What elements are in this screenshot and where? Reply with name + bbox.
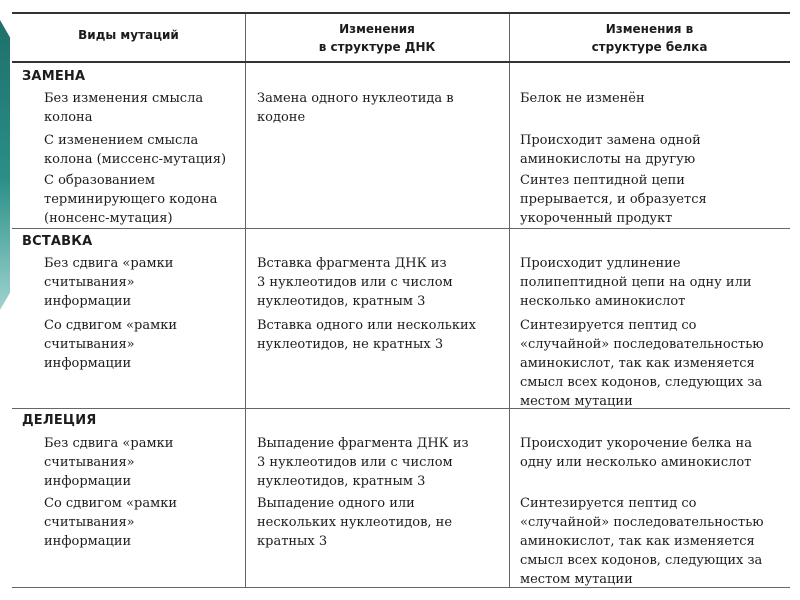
section-separator-2 <box>12 408 790 409</box>
header-protein-changes <box>509 14 790 61</box>
section-title-substitution: ЗАМЕНА <box>22 69 86 84</box>
deletion-row1-protein: Происходит укорочение белка на одну или несколько аминокислот <box>520 436 752 470</box>
substitution-row1-type: Без изменения смысла колона <box>44 91 204 125</box>
deletion-row1-dna: Выпадение фрагмента ДНК из 3 нуклеотидов или с числом нуклеотидов, кратным 3 <box>257 436 469 489</box>
mutation-types-table <box>12 12 790 588</box>
slide-accent-bar <box>0 20 10 310</box>
deletion-row2-type: Со сдвигом «рамки считывания» информации <box>44 496 177 549</box>
header-mutation-types-label: Виды мутаций <box>78 28 179 42</box>
section-separator-1 <box>12 228 790 229</box>
insertion-row2-dna: Вставка одного или нескольких нуклеотидов, не кратных 3 <box>257 318 476 352</box>
substitution-row2-type: С изменением смысла колона (миссенс-мутация) <box>44 133 227 167</box>
insertion-row1-type: Без сдвига «рамки считывания» информации <box>44 256 174 309</box>
substitution-row1-protein: Белок не изменён <box>520 91 645 106</box>
deletion-row1-type: Без сдвига «рамки считывания» информации <box>44 436 174 489</box>
insertion-row2-protein: Синтезируется пептид со «случайной» последовательностью аминокислот, так как изменяется смысл всех кодонов, следующих за местом мутации <box>520 318 764 409</box>
insertion-row1-dna: Вставка фрагмента ДНК из 3 нуклеотидов или с числом нуклеотидов, кратным 3 <box>257 256 453 309</box>
section-title-insertion: ВСТАВКА <box>22 234 93 249</box>
header-dna-changes-line2: в структуре ДНК <box>318 39 436 54</box>
header-dna-changes <box>245 14 509 61</box>
section-title-deletion: ДЕЛЕЦИЯ <box>22 413 97 428</box>
table-header <box>12 14 790 63</box>
insertion-row2-type: Со сдвигом «рамки считывания» информации <box>44 318 177 371</box>
header-protein-changes-line2: структуре белка <box>591 39 708 54</box>
column-divider-2 <box>509 14 510 587</box>
deletion-row2-protein: Синтезируется пептид со «случайной» последовательностью аминокислот, так как изменяется смысл всех кодонов, следующих за местом мутации <box>520 496 764 587</box>
deletion-row2-dna: Выпадение одного или нескольких нуклеотидов, не кратных 3 <box>257 496 453 549</box>
insertion-row1-protein: Происходит удлинение полипептидной цепи на одну или несколько аминокислот <box>520 256 752 309</box>
header-dna-changes-line1: Изменения <box>339 21 415 36</box>
substitution-row1-dna: Замена одного нуклеотида в кодоне <box>257 91 454 125</box>
substitution-row3-type: С образованием терминирующего кодона (нонсенс-мутация) <box>44 173 218 226</box>
header-protein-changes-line1: Изменения в <box>605 21 694 36</box>
substitution-row2-protein: Происходит замена одной аминокислоты на другую <box>520 133 701 167</box>
substitution-row3-protein: Синтез пептидной цепи прерывается, и образуется укороченный продукт <box>520 173 707 226</box>
column-divider-1 <box>245 14 246 587</box>
header-mutation-types <box>12 14 245 61</box>
